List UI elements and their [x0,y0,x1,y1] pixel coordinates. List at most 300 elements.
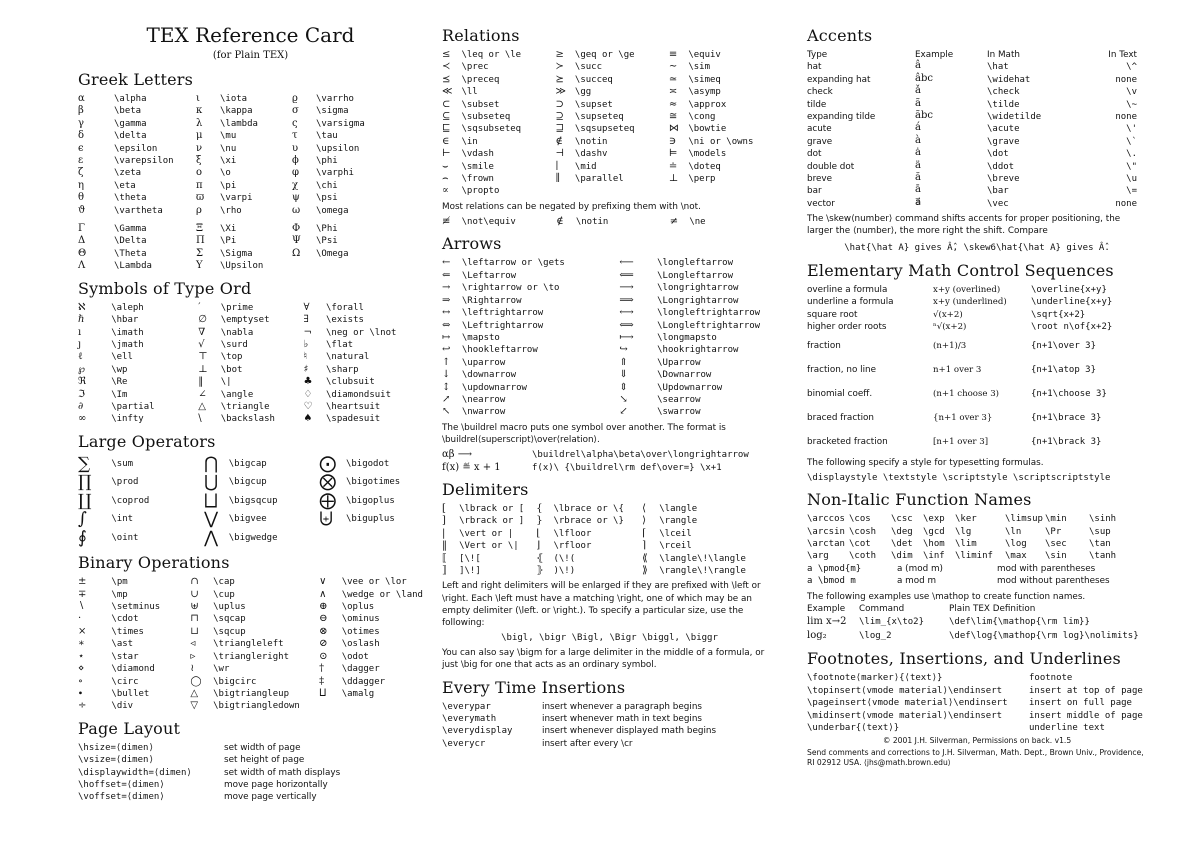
symbol-glyph: ⨁ [319,490,337,511]
command-name: \Omega [316,248,349,259]
column-1 [78,0,423,804]
command-name: \lim_{x\to2} [859,617,925,628]
symbol-glyph: ω [292,204,301,216]
command-name: \lfloor [553,528,592,539]
command-name: \root n\of{x+2} [1031,322,1113,333]
rendered-example: (n+1)/3 [933,341,967,352]
command-name: \vartheta [114,205,163,216]
symbol-glyph: ‖ [442,540,447,552]
table-row [442,216,777,228]
command-name: \nearrow [461,394,506,405]
symbol-glyph: ↘ [619,393,628,405]
symbol-glyph: ⪰ [555,73,564,85]
command-name: \supset [574,99,613,110]
command-name: [\![ [459,553,481,564]
ord-table [78,302,423,426]
symbol-glyph: ≍ [668,86,678,98]
command-name: (\!( [553,553,576,564]
rendered-example: {n+1 over 3} [933,413,993,424]
command-name: \in [461,136,478,147]
table-row [807,697,1147,709]
command-name: \cdot [111,614,139,625]
command-name: \overline{x+y} [1031,284,1107,295]
command-name: \rbrace or \} [553,516,624,527]
function-name: \dim [891,551,913,562]
function-name: \ln [1005,526,1022,537]
symbol-glyph: ⇑ [619,356,628,368]
table-row [442,270,777,282]
symbol-glyph: ≤ [442,49,451,60]
mod-table [807,563,1147,588]
table-row [442,148,777,160]
command-name: \Longleftarrow [657,270,733,281]
command-name: \Psi [316,236,338,247]
table-row [78,473,423,492]
table-row [442,136,777,148]
symbol-glyph: ⇓ [619,369,628,381]
description: insert on full page [1029,698,1132,709]
command-name: \rfloor [553,541,592,552]
math-command: \acute [987,124,1020,135]
symbol-glyph: ≢ [442,216,451,228]
card-title: TEX Reference Card [146,23,355,47]
table-row [78,93,416,105]
symbol-glyph: ♭ [303,338,309,350]
text-command: none [1115,198,1137,209]
symbol-glyph: △ [190,687,199,699]
command-name: \setminus [111,602,161,613]
column-header: Example [915,50,954,60]
symbol-glyph: ∋ [668,135,677,147]
symbol-glyph: ⊥ [668,173,679,185]
relations-note: Most relations can be negated by prefixing them with \not. [442,201,701,212]
command-name: \longleftarrow [657,258,733,269]
function-name: \arccos [807,514,845,525]
command-name: \kappa [220,106,253,117]
command-name: \Updownarrow [657,382,723,393]
function-name: \sec [1045,539,1067,550]
buildrel-example-2-symbol: f(x) ≝ x + 1 [442,461,501,473]
accent-type: bar [807,186,822,197]
symbol-glyph: ↙ [619,406,628,418]
command-name: \mapsto [461,332,500,343]
symbol-glyph: ∇ [198,326,206,338]
symbol-glyph: ȷ [78,338,82,350]
mod-rendered: a mod m [897,576,937,587]
table-row [807,382,1137,406]
table-row [807,74,1137,86]
accent-example: a⃗ [915,196,922,208]
emc-heading: Elementary Math Control Sequences [807,260,1114,280]
table-row [807,672,1147,684]
table-row [78,510,423,529]
command-name: \Vert or \| [459,541,519,552]
operation-name: fraction [807,341,841,352]
function-name: \liminf [955,551,993,562]
command-name: \varrho [316,94,354,104]
symbol-glyph: β [78,105,84,117]
symbol-glyph: ⌊ [536,527,541,539]
function-name: \cot [849,539,871,550]
column-header: Type [807,50,828,60]
function-name: \sin [1045,551,1067,562]
table-row [442,74,777,86]
buildrel-note: The \buildrel macro puts one symbol over another. The format is \buildrel⟨superscript⟩\over⟨relation⟩. [442,422,726,445]
command-name: {n+1\choose 3} [1031,389,1107,400]
symbol-glyph: [ [442,502,446,514]
command-name: \bigotimes [345,477,401,488]
command-name: \cong [688,112,716,123]
symbol-glyph: ⊖ [319,613,328,625]
accent-example: á [915,122,921,134]
page-layout-table [78,742,414,804]
relations-table [442,49,777,198]
table-row [442,565,777,577]
command-name: \bullet [111,688,150,699]
function-name: \tan [1089,539,1111,550]
skew-compare: \hat{\hat A} gives Â̂, \skew6\hat{\hat A} gives Â̂. [844,242,1110,253]
symbol-glyph: ∼ [668,61,678,73]
command-name: \mu [220,131,237,142]
command-name: \sum [111,458,134,469]
command-name: \rho [220,205,242,216]
command-name: \cup [213,589,235,600]
command-name: \circ [111,676,139,687]
mod-description: mod without parentheses [997,576,1110,587]
description: insert whenever math in text begins [542,714,703,725]
symbol-glyph: ⊕ [319,601,328,613]
symbol-glyph: ϱ [292,93,298,104]
command-name: \underbar{⟨text⟩} [807,722,900,733]
command-name: \rbrack or ] [459,516,525,527]
emc-table [807,284,1137,454]
rendered-example: x+y (overlined) [933,284,1001,295]
command-name: \longmapsto [657,332,717,343]
symbol-glyph: θ [78,192,85,204]
command-name: \wr [213,664,230,675]
accent-type: double dot [807,161,855,172]
function-name: \cos [849,514,871,525]
table-row [78,118,416,130]
symbol-glyph: ⊤ [198,351,208,363]
accent-type: expanding tilde [807,112,876,123]
command-name: \sigma [316,106,349,117]
symbol-glyph: ⟹ [619,294,634,306]
symbol-glyph: ⋂ [204,453,219,474]
command-name: \Im [111,389,128,400]
math-command: \breve [987,174,1020,185]
card-subtitle: (for Plain TEX) [212,50,289,61]
table-row [78,791,414,803]
table-row [78,260,416,272]
command-name: \bigvee [228,514,267,525]
accent-example: ã [915,97,921,109]
symbol-glyph: ▹ [190,650,196,662]
symbol-glyph: ∥ [555,173,561,185]
command-name: \preceq [461,74,500,85]
command-name: \models [688,149,727,160]
table-row [807,526,1129,538]
command-name: ]\!] [459,566,481,577]
symbol-glyph: ⊇ [555,111,564,123]
command-name: \gg [574,87,592,98]
text-command: \` [1126,136,1137,147]
command-name: \aleph [111,302,144,313]
command-name: \lceil [659,528,692,539]
symbol-glyph: ξ [196,155,202,167]
delimiters-para-1: Left and right delimiters will be enlarged if they are prefixed with \left or \right. Each \left must have a matching \right, one of which may be an empty delimiter (\left. or \right.). To specify a particular size, use the following: [442,581,761,629]
function-name: \gcd [923,526,945,537]
text-command: \u [1126,174,1137,185]
table-row [78,651,423,663]
command-name: \diamond [111,664,155,675]
page-layout-heading: Page Layout [78,718,181,738]
symbol-glyph: ⟧ [442,565,447,577]
command-name: \Leftrightarrow [461,320,544,331]
command-name: \emptyset [220,315,270,326]
rendered-example: n+1 over 3 [933,365,982,376]
symbol-glyph [319,529,346,548]
rendered-example: x+y (underlined) [933,297,1007,308]
command-name: \ominus [341,614,380,625]
symbol-glyph: ¬ [303,326,312,338]
table-row [442,99,777,111]
table-row [78,492,423,511]
command-name: \top [220,352,243,363]
function-name: \limsup [1005,514,1043,525]
table-row [78,327,423,339]
command-name: \sqcap [213,614,246,625]
command-name: \rangle [659,516,698,527]
table-row [78,192,416,204]
symbol-glyph: ∪ [190,588,199,600]
text-command: \v [1126,87,1137,98]
buildrel-example-row [442,462,749,474]
column-2 [442,0,777,750]
command-name: \triangleright [213,651,289,662]
command-name: \lambda [220,118,258,129]
rendered-example: ⁿ√(x+2) [933,322,967,333]
text-command: \~ [1126,99,1137,110]
command-name: \hookleftarrow [461,345,538,356]
greek-table [78,93,416,217]
symbol-glyph: ⟷ [619,307,634,319]
table-row [442,357,777,369]
command-name: \forall [325,302,364,313]
function-name: \lim [955,539,977,550]
table-row [78,676,423,688]
table-row [442,540,777,552]
command-name: {n+1\brack 3} [1031,437,1102,448]
description: footnote [1029,673,1073,684]
symbol-glyph: ρ [196,204,202,216]
symbol-glyph: ⊓ [190,613,199,625]
table-row [807,309,1137,322]
symbol-glyph: ∖ [78,601,85,613]
symbol-glyph: ⊢ [442,148,451,160]
accent-type: hat [807,62,822,73]
symbol-glyph: ♯ [303,363,309,375]
table-row [807,111,1137,123]
table-row [807,296,1137,309]
command-name: \midinsert⟨vmode material⟩\endinsert [807,710,1003,721]
table-row [442,725,772,737]
symbol-glyph: ≪ [442,86,453,98]
command-name: \rightarrow or \to [461,283,560,294]
symbol-glyph: ⟸ [619,269,634,281]
table-row [78,455,423,474]
symbol-glyph: ♠ [303,413,313,425]
buildrel-example-2-command: f(x)\ {\buildrel\rm def\over=} \x+1 [532,462,722,473]
symbol-glyph: ≫ [555,86,566,98]
command-name: \otimes [341,626,380,637]
symbol-glyph: ℓ [78,351,83,363]
math-command: \vec [987,198,1009,209]
symbol-glyph: ♢ [303,388,313,400]
command-name: \smile [461,161,494,172]
command-name: \bigtriangledown [213,701,300,712]
command-name: \prod [111,477,139,488]
table-row [442,295,777,307]
table-row [78,302,423,314]
command-name: \Longleftrightarrow [657,320,761,331]
symbol-glyph: ⊘ [319,638,328,650]
operation-name: bracketed fraction [807,437,888,448]
command-name: \sqsupseteq [574,124,635,135]
symbol-glyph: ⊙ [319,650,328,662]
symbol-glyph: Φ [292,223,301,235]
command-name: \bigcap [228,458,267,469]
command-name [688,185,777,197]
table-row [78,223,416,235]
symbol-glyph: ≺ [442,61,451,73]
command-name: \Longrightarrow [657,295,739,306]
symbol-glyph: ı [78,326,82,338]
symbol-glyph: ⇕ [619,381,628,393]
contact-line: Send comments and corrections to J.H. Silverman, Math. Dept., Brown Univ., Providence, RI 02912 USA. ⟨jhs@math.brown.edu⟩ [807,748,1144,768]
command-name: \everymath [442,714,497,725]
table-row [442,185,777,197]
symbol-glyph: ♡ [303,400,313,412]
symbol-glyph: ⇐ [442,269,451,281]
table-row [807,136,1137,148]
symbol-glyph: ∉ [555,135,563,147]
every-time-table [442,701,772,751]
command-name: \div [111,701,134,712]
table-row [78,364,423,376]
table-row [807,430,1137,454]
accent-type: acute [807,124,832,135]
footnotes-heading: Footnotes, Insertions, and Underlines [807,649,1121,669]
command-name: \ast [111,639,134,650]
command-name: \vdash [461,149,494,160]
command-name: \mp [111,589,128,600]
symbol-glyph: ∓ [78,588,87,600]
table-row [807,538,1129,550]
delimiters-heading: Delimiters [442,479,529,499]
table-row [807,563,1147,575]
table-row [78,314,423,326]
relations-heading: Relations [442,26,520,45]
symbol-glyph: Ψ [292,235,301,247]
function-name: \ker [955,514,977,525]
column-header: Command [859,603,905,614]
command-name: \rceil [659,541,692,552]
symbol-glyph: ⋃ [204,472,219,493]
operation-name: overline a formula [807,284,888,295]
table-row [807,86,1137,98]
copyright-line: © 2001 J.H. Silverman, Permissions on back. v1.5 [882,736,1072,746]
symbol-glyph: ⊑ [442,123,451,135]
symbol-glyph: ∂ [78,400,84,412]
table-row [442,394,777,406]
symbol-glyph: Υ [196,260,203,272]
accent-type: check [807,87,833,98]
command-name: \langle [659,503,698,514]
command-name: \not\equiv [461,217,516,228]
symbol-glyph: { [536,502,543,514]
symbol-glyph: ⊗ [319,625,328,637]
symbol-glyph: ∠ [198,388,207,400]
command-name: \nabla [220,327,254,338]
table-row [807,161,1137,173]
command-name: \pageinsert⟨vmode material⟩\endinsert [807,698,1008,709]
command-name: \everycr [442,738,486,749]
table-row [807,321,1137,334]
command-name: \Re [111,377,128,388]
symbol-glyph: π [196,179,203,191]
command-name: \backslash [220,414,275,425]
command-name: \langle\!\langle [659,553,746,564]
mod-command: a \pmod{m} [807,563,862,574]
command-name: \spadesuit [325,414,381,425]
command-name: \Lambda [114,261,152,272]
math-command: \hat [987,62,1009,73]
command-name: \Theta [114,248,147,259]
table-row [807,173,1137,185]
table-row [807,148,1137,160]
text-command: \. [1126,149,1137,160]
operation-name: braced fraction [807,413,875,424]
command-name: \bigtriangleup [213,688,289,699]
table-row [442,528,777,540]
table-row [78,143,416,155]
command-name: \searrow [657,394,701,405]
command-name: \approx [688,99,727,110]
table-row [78,339,423,351]
table-row [807,406,1137,430]
command-name: \xi [220,156,237,167]
symbol-glyph: ∅ [198,314,207,326]
command-name: {n+1\atop 3} [1031,365,1097,376]
command-name: \uparrow [461,357,506,368]
symbol-glyph: ≥ [555,49,564,60]
command-name: \sim [688,62,711,73]
rendered-example: (n+1 choose 3) [933,389,1000,400]
description: insert whenever a paragraph begins [542,701,702,712]
table-row [442,86,777,98]
command-name: \hbar [111,315,139,326]
symbol-glyph: ∈ [442,135,450,147]
table-row [807,61,1137,73]
ord-heading: Symbols of Type Ord [78,278,252,298]
symbol-glyph: ⨿ [319,687,327,699]
function-name: \csc [891,514,913,525]
symbol-glyph: ℑ [78,388,85,400]
buildrel-example-1-symbol: αβ ⟶ [442,449,473,461]
accent-example: ȧ [915,147,921,159]
symbol-glyph: ⌣ [442,160,449,172]
